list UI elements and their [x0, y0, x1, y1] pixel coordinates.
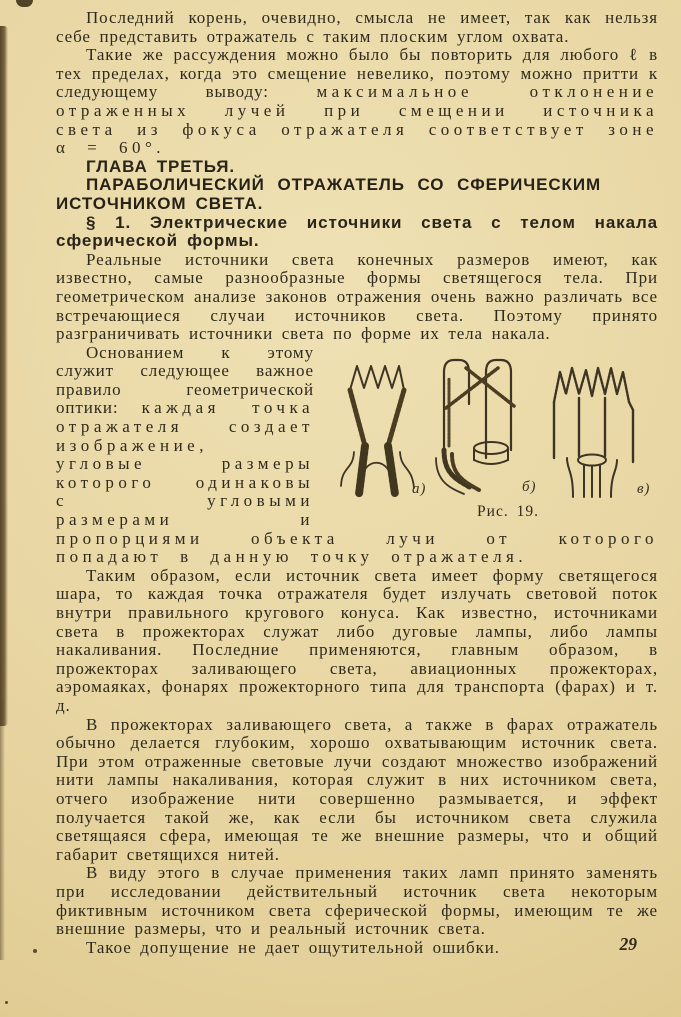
optics-rule-emphasized-text: каждая точка отражателя создает изображение, угловые размеры которого одинаковы с угловыми размерами и пропорциями объекта лучи от которого попадают в данную точку отражателя. [56, 398, 658, 567]
paragraph-root-conclusion: Последний корень, очевидно, смысла не имеет, так как нельзя себе представить отражатель с таким плоским углом охвата. [56, 8, 658, 46]
reasoning-lead-text: Такие же рассуждения можно было бы повторить для любого ℓ в тех пределах, когда это смещение невелико, поэтому можно притти к следующему выводу: [56, 45, 658, 102]
paragraph-assumption: Такое допущение не дает ощутительной ошибки. [86, 937, 500, 957]
reasoning-emphasized-text: максимальное отклонение отраженных лучей при смещении источника света из фокуса отражателя соответствует зоне α = 60°. [56, 82, 658, 158]
paper-speck [5, 1001, 8, 1004]
optics-rule-lead-text: Основанием к этому служит следующее важное правило геометрической оптики: [56, 342, 314, 418]
paragraph-optics-rule [56, 344, 658, 567]
chapter-title: ПАРАБОЛИЧЕСКИЙ ОТРАЖАТЕЛЬ СО СФЕРИЧЕСКИМ ИСТОЧНИКОМ СВЕТА. [56, 175, 601, 213]
chapter-heading: ГЛАВА ТРЕТЬЯ. [86, 156, 236, 176]
paragraph-spherical-source: Таким образом, если источник света имеет форму светящегося шара, то каждая точка отражателя будет излучать световой поток внутри правильного кругового конуса. Как известно, источниками света в прожекторах служат либо дуговые лампы, либо лампы накаливания. Последние применяются, главным образом, в прожекторах заливающего света, авиационных прожекторах, аэромаяках, фонарях прожекторного типа для транспорта (фарах) и т. д. [56, 565, 658, 715]
paragraph-reasoning-conclusion [56, 46, 658, 158]
section-heading: § 1. Электрические источники света с телом накала сферической формы. [56, 212, 658, 251]
figure-label-a: а) [412, 480, 427, 497]
lamp-filaments-drawing [328, 346, 658, 498]
figure-label-v: в) [637, 480, 651, 497]
page-number: 29 [619, 934, 637, 954]
figure-caption: Рис. 19. [477, 502, 539, 520]
lamp-filament-a-sketch [341, 366, 414, 494]
lamp-filament-b-sketch [436, 360, 514, 494]
figure-label-b: б) [522, 478, 537, 495]
lamp-filament-v-sketch [554, 368, 633, 497]
paragraph-real-sources: Реальные источники света конечных размеров имеют, как известно, самые разнообразные формы светящегося тела. При геометрическом анализе законов отражения очень важно различать все встречающиеся случаи источников света. Поэтому принято разграничивать источники света по форме их тела накала. [56, 249, 658, 344]
figure-19 [328, 346, 658, 522]
paragraph-fictive-source: В виду этого в случае применения таких ламп принято заменять при исследовании действительный источник света некоторым фиктивным источником света сферической формы, имеющим те же внешние размеры, что и реальный источник света. [56, 863, 658, 939]
paragraph-deep-reflector: В прожекторах заливающего света, а также в фарах отражатель обычно делается глубоким, хорошо охватывающим источник света. При этом отраженные световые лучи создают множество изображений нити лампы накаливания, которая служит в них источником света, отчего изображение нити совершенно размывается, и эффект получается такой же, как если бы источником света служила светящаяся сфера, имеющая те же внешние размеры, что и общий габарит светящихся нитей. [56, 714, 658, 864]
